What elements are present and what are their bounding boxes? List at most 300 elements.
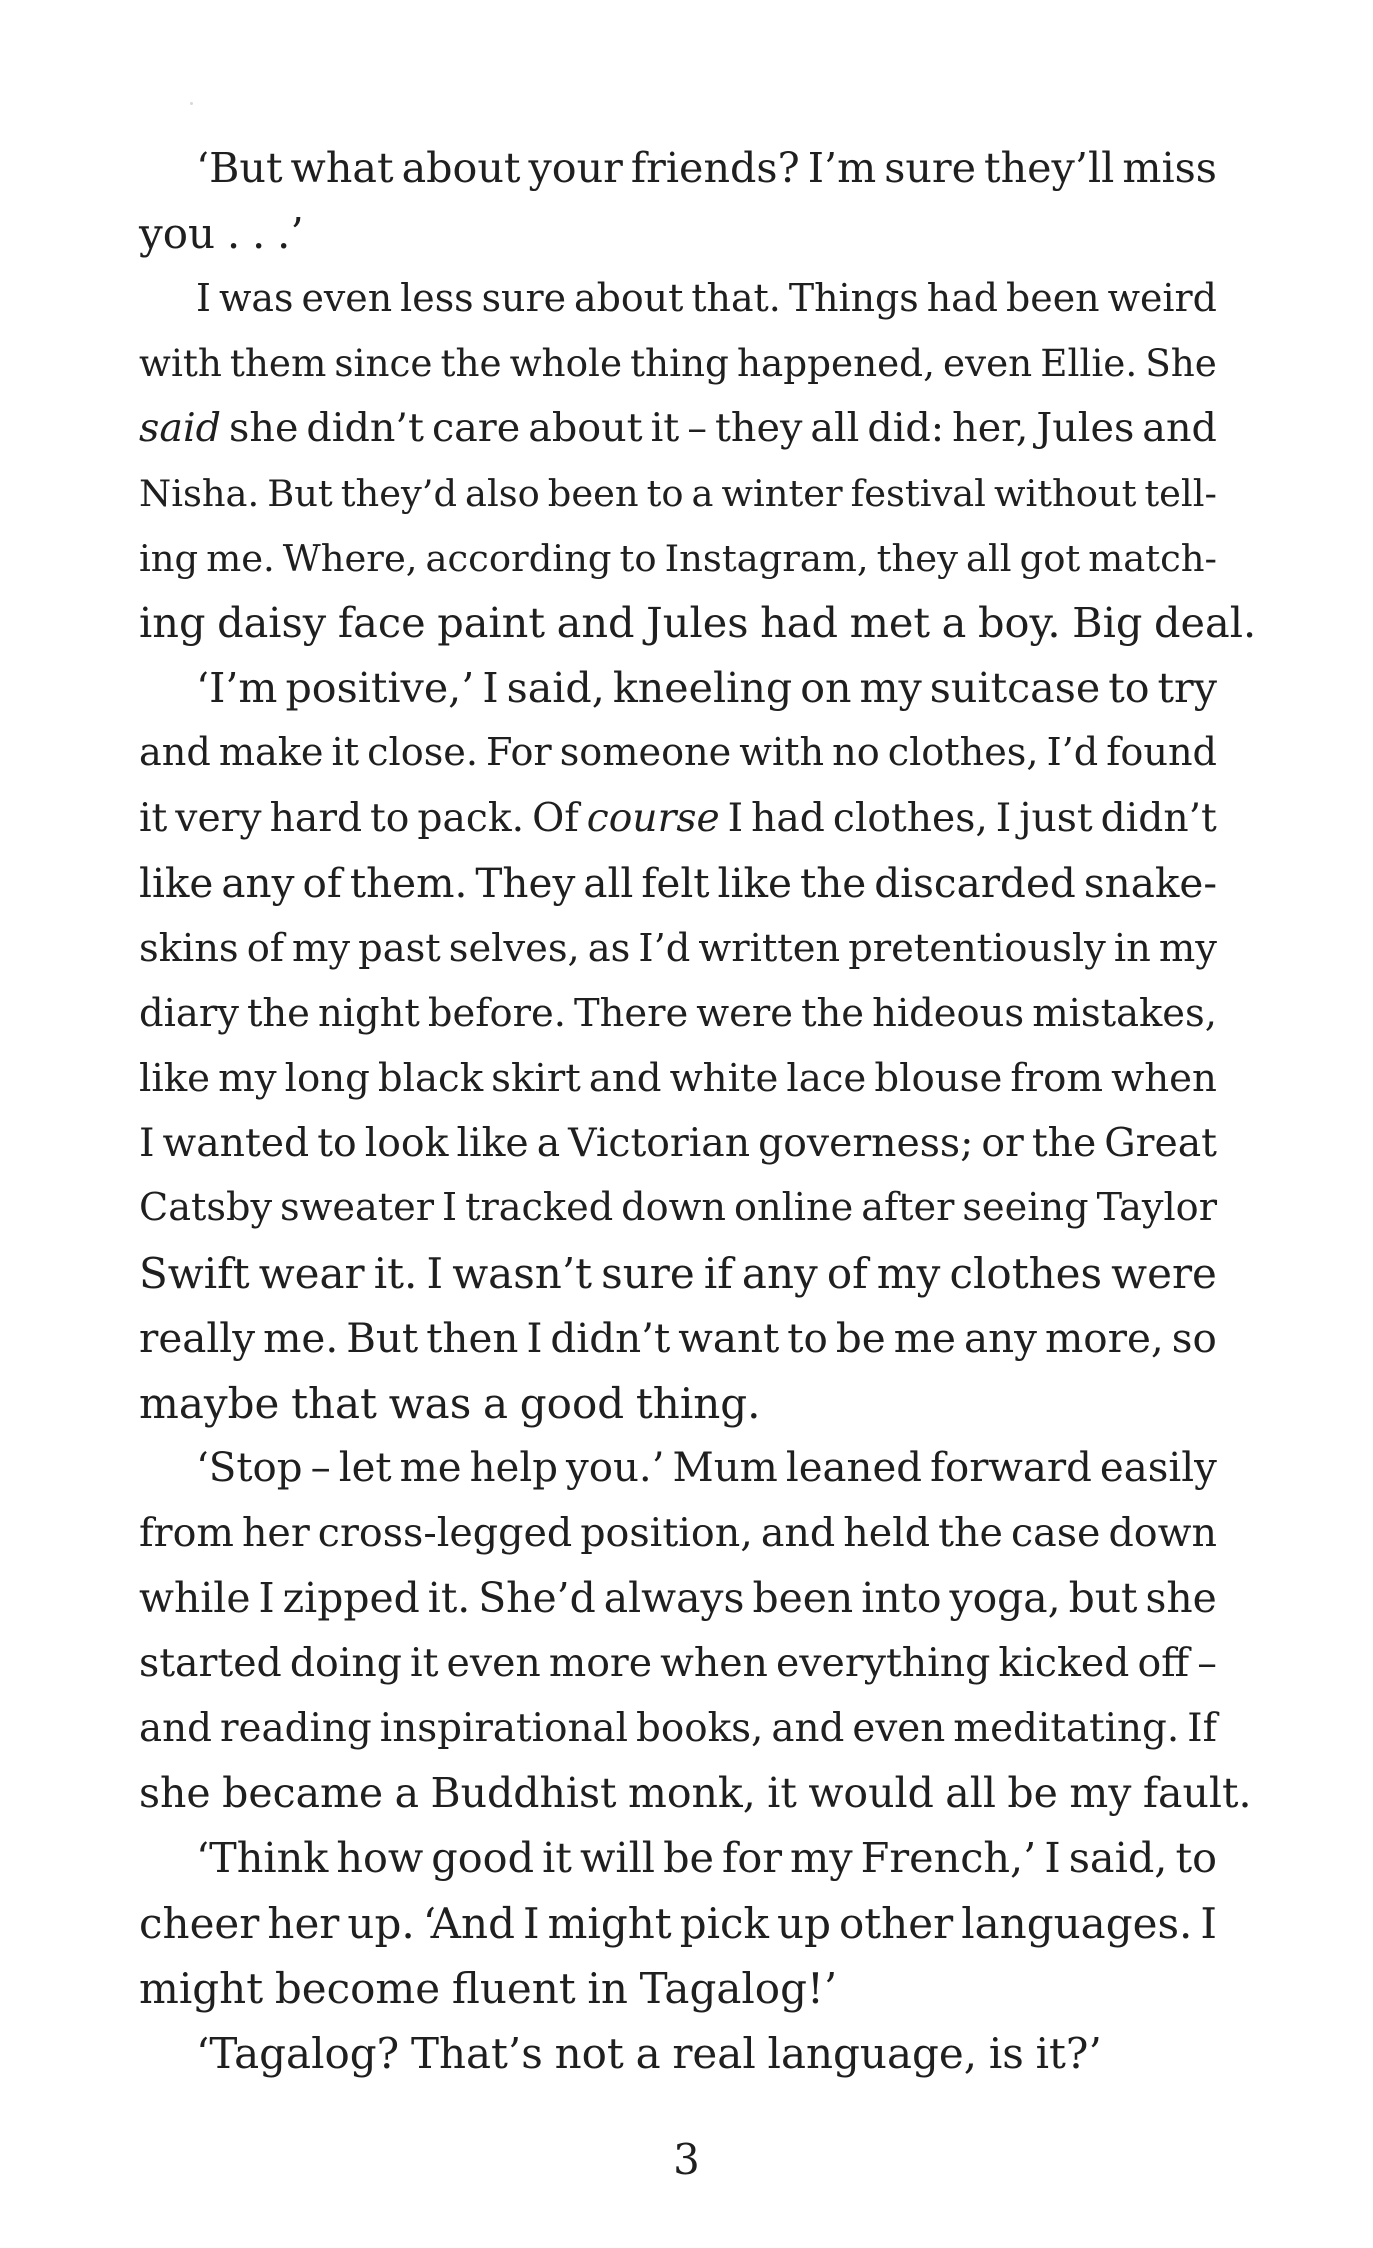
word: try [1157,664,1217,712]
text-line [139,1111,1217,1176]
word: Great [1104,1121,1217,1166]
word: cheer [139,1899,260,1948]
word: I [727,796,744,841]
word: I [196,276,211,320]
word: might [547,1899,672,1948]
word: good [519,1379,625,1428]
word: thing [630,341,729,385]
word: the [1031,1121,1097,1166]
word: black [377,1056,484,1101]
word: me. [263,1314,339,1362]
word: like [139,859,214,907]
word: clothes [949,1249,1103,1298]
text-line [139,591,1257,656]
text-line [139,721,1217,786]
word: that [291,1379,377,1428]
word: I [522,1899,540,1948]
word: as [587,926,631,971]
word: be [1007,1769,1058,1817]
text-line [139,461,1217,526]
word: found [1106,731,1217,775]
word: I [258,1574,275,1622]
word: ‘But [196,144,283,192]
word: ‘I’m [196,664,278,712]
text-line [139,201,1217,266]
text-line [139,136,1217,201]
word: .’ [277,209,304,258]
word: miss [1122,144,1217,192]
word: even [446,1640,541,1686]
word: even [852,1706,946,1751]
word: I’d [638,926,691,971]
word: to [370,796,410,841]
word: long [284,1056,370,1101]
word: it [767,1769,797,1817]
word: forward [930,1445,1092,1491]
word: been [547,472,639,515]
word: of [246,926,284,971]
word: and [771,1706,845,1751]
word: didn’t [306,405,424,451]
word: all [945,1769,996,1817]
word: help [469,1445,558,1491]
word: Catsby [139,1186,273,1230]
word: friends? [630,144,800,192]
word: felt [641,859,710,907]
word: – [310,1445,331,1491]
word: of [302,859,342,907]
word: monk, [628,1769,756,1817]
word: said, [506,664,605,712]
word: daisy [217,599,327,647]
word: always [603,1574,745,1622]
word: written [698,926,841,971]
word: close. [367,731,479,775]
word: the [440,341,502,385]
word: snake- [1083,859,1217,907]
word: said [139,405,222,451]
word: good [431,1834,535,1882]
word: any [741,1249,818,1298]
word: meditating. [953,1706,1180,1751]
text-line [139,916,1217,981]
word: the [938,1510,1003,1556]
word: wasn’t [452,1249,593,1298]
word: she [229,405,299,451]
word: – [687,405,708,451]
word: my [876,1249,941,1298]
word: it [650,405,680,451]
word: held [843,1510,931,1556]
word: down [621,1186,726,1230]
word: ing [139,599,206,647]
word: pack. [417,796,525,841]
word: thing. [635,1379,761,1428]
word: . [251,209,266,258]
word: I’d [1046,731,1099,775]
word: even [301,276,393,320]
word: since [334,341,433,385]
word: skirt [491,1056,581,1101]
word: the [799,859,867,907]
text-line [139,526,1217,591]
word: just [1019,796,1093,841]
word: my [1158,926,1217,971]
word: my [790,1834,853,1882]
word: also [465,472,540,515]
text-line [139,1761,1252,1826]
word: I [526,1314,543,1362]
word: inspirational [379,1706,628,1751]
word: But [346,1314,419,1362]
word: all [965,537,1012,580]
word: If [1187,1706,1217,1751]
word: if [703,1249,733,1298]
word: like [717,859,792,907]
text-line [139,656,1217,721]
word: deal. [1153,599,1257,647]
word: ‘And [422,1899,515,1948]
word: into [861,1574,942,1622]
word: about [528,405,643,451]
word: more [548,1640,653,1686]
word: governess; [758,1121,974,1166]
paper-speck [190,102,193,105]
word: to [1108,664,1150,712]
text-line [139,1696,1217,1761]
word: kicked [998,1640,1130,1686]
word: kneeling [612,664,793,712]
word: to [619,537,657,580]
word: like [456,1121,529,1166]
word: other [839,1899,954,1948]
word: them [229,341,327,385]
word: all [583,859,634,907]
word: Nisha. [139,472,260,515]
text-line [139,851,1217,916]
word: less [400,276,474,320]
word: look [364,1121,449,1166]
word: then [426,1314,519,1362]
text-line [139,786,1217,851]
word: sure [601,1249,695,1298]
word: or [981,1121,1024,1166]
word: make [218,731,324,775]
word: I [1044,1834,1061,1882]
word: paint [437,599,546,647]
word: I [995,796,1012,841]
word: while [139,1574,251,1622]
word: it [331,731,360,775]
word: positive,’ [285,664,475,712]
word: fault. [1142,1769,1252,1817]
word: easily [1099,1445,1217,1491]
word: clothes, [832,796,988,841]
word: but [1068,1574,1138,1622]
word: they’d [340,472,458,515]
word: her [267,1899,340,1948]
word: about [574,276,684,320]
word: sure [481,276,566,320]
word: maybe [139,1379,280,1428]
word: me [399,1445,462,1491]
word: up. [347,1899,415,1948]
word: lace [786,1056,867,1101]
word: want [678,1314,780,1362]
word: from [1010,1056,1104,1101]
word: Victorian [568,1121,751,1166]
word: She [1145,341,1217,385]
word: Of [532,796,579,841]
word: I [139,1121,155,1166]
word: without [993,472,1137,515]
word: even [942,341,1033,385]
word: a [635,2029,661,2078]
word: be [663,1834,715,1882]
word: Big [1072,599,1143,647]
word: ing [139,537,199,580]
word: her [241,1510,310,1556]
word: care [431,405,521,451]
word: she [139,1769,211,1817]
word: my [292,926,351,971]
word: from [139,1510,234,1556]
word: a [536,1121,561,1166]
word: was [388,1379,472,1428]
word: course [586,796,720,841]
word: became [222,1769,384,1817]
word: up [777,1899,831,1948]
text-line [139,1826,1217,1891]
word: mistakes, [1032,991,1217,1036]
text-line [139,1891,1217,1956]
word: blouse [874,1056,1003,1101]
word: zipped [282,1574,420,1622]
word: a [691,472,714,515]
word: when [1111,1056,1217,1101]
word: seeing [962,1186,1089,1230]
word: and [139,731,211,775]
word: I [426,1249,444,1298]
word: For [486,731,552,775]
word: for [722,1834,783,1882]
word: sure [884,144,977,192]
page-number: 3 [673,2135,700,2184]
word: case [1010,1510,1101,1556]
word: off [1137,1640,1190,1686]
word: I [442,1186,458,1230]
word: Jules [646,599,749,647]
word: it. [427,1574,471,1622]
word: did: [867,405,945,451]
word: that. [691,276,781,320]
word: didn’t [1100,796,1217,841]
word: been [1006,276,1100,320]
word: sweater [280,1186,435,1230]
word: fluent [451,1964,576,2013]
word: They [475,859,576,907]
word: about [401,144,521,192]
word: really [139,1314,256,1362]
word: diary [139,991,239,1036]
word: how [336,1834,424,1882]
text-line [139,1631,1217,1696]
word: discarded [874,859,1076,907]
word: like [139,1056,211,1101]
text-line [139,1371,1217,1436]
word: match- [1088,537,1217,580]
text-line [139,1306,1217,1371]
word: skins [139,926,239,971]
word: it. [373,1249,418,1298]
word: I [482,664,499,712]
word: didn’t [550,1314,671,1362]
text-line [139,1501,1217,1566]
word: real [672,2029,756,2078]
word: they [715,405,803,451]
word: tell- [1144,472,1217,515]
word: Where, [282,537,418,580]
word: were [1111,1249,1217,1298]
word: books, [636,1706,764,1751]
text-line [139,1956,1217,2021]
word: festival [850,472,986,515]
word: I [1200,1899,1217,1948]
word: Swift [139,1249,250,1298]
word: face [337,599,426,647]
text-line [139,1046,1217,1111]
word: and [588,1056,662,1101]
word: Buddhist [430,1769,617,1817]
word: Jules [1036,405,1135,451]
word: cross-legged [317,1510,573,1556]
word: past [358,926,441,971]
word: French,’ [860,1834,1037,1882]
word: might [139,1964,264,2013]
word: winter [721,472,843,515]
word: to [1175,1834,1217,1882]
word: Taylor [1096,1186,1217,1230]
word: weird [1107,276,1217,320]
word: on [800,664,852,712]
word: online [733,1186,854,1230]
word: someone [559,731,732,775]
word: suitcase [929,664,1101,712]
word: they [876,537,958,580]
word: my [218,1056,277,1101]
word: yoga, [949,1574,1061,1622]
word: said, [1068,1834,1168,1882]
word: ‘Tagalog? [196,2029,400,2078]
word: after [861,1186,955,1230]
word: will [579,1834,656,1882]
word: I’m [807,144,877,192]
text-line [139,1436,1217,1501]
word: is [988,2029,1024,2078]
word: Mum [672,1445,778,1491]
word: in [587,1964,628,2013]
word: pretentiously [848,926,1106,971]
word: you.’ [566,1445,665,1491]
text-line [139,396,1217,461]
word: a [483,1379,509,1428]
word: language, [767,2029,978,2078]
text-line [139,1176,1217,1241]
word: with [739,731,825,775]
word: to [787,1314,828,1362]
word: ‘Think [196,1834,329,1882]
word: had [751,796,825,841]
word: But [267,472,333,515]
word: no [832,731,880,775]
word: Instagram, [664,537,869,580]
word: what [290,144,394,192]
word: . [226,209,241,258]
word: of [826,1249,868,1298]
word: position, [580,1510,753,1556]
word: so [1171,1314,1217,1362]
word: when [660,1640,768,1686]
word: let [338,1445,392,1491]
word: white [669,1056,779,1101]
word: a [941,599,967,647]
word: the [246,991,310,1036]
word: reading [220,1706,372,1751]
word: it [139,796,168,841]
word: ‘Stop [196,1445,303,1491]
word: very [175,796,262,841]
word: boy. [977,599,1061,647]
text-line [139,1241,1217,1306]
word: me [893,1314,956,1362]
word: not [554,2029,624,2078]
word: her, [952,405,1029,451]
word: happened, [736,341,935,385]
word: languages. [961,1899,1193,1948]
word: they’ll [984,144,1115,192]
word: my [859,664,922,712]
word: any [221,859,295,907]
word: started [139,1640,282,1686]
word: with [139,341,222,385]
word: more, [1044,1314,1164,1362]
word: got [1019,537,1081,580]
word: everything [775,1640,991,1686]
word: Ellie. [1040,341,1138,385]
word: was [218,276,294,320]
word: met [849,599,931,647]
word: all [810,405,860,451]
word: you [139,209,216,258]
word: – [1197,1640,1217,1686]
word: wanted [162,1121,310,1166]
word: and [760,1510,836,1556]
word: had [760,599,838,647]
word: your [528,144,623,192]
word: She’d [478,1574,596,1622]
word: them. [349,859,468,907]
text-line [139,266,1217,331]
word: to [646,472,684,515]
word: be [835,1314,886,1362]
word: it [410,1640,439,1686]
text-line [139,1566,1217,1631]
word: and [556,599,635,647]
word: That’s [410,2029,543,2078]
word: and [139,1706,212,1751]
word: and [1142,405,1217,451]
word: were [696,991,794,1036]
